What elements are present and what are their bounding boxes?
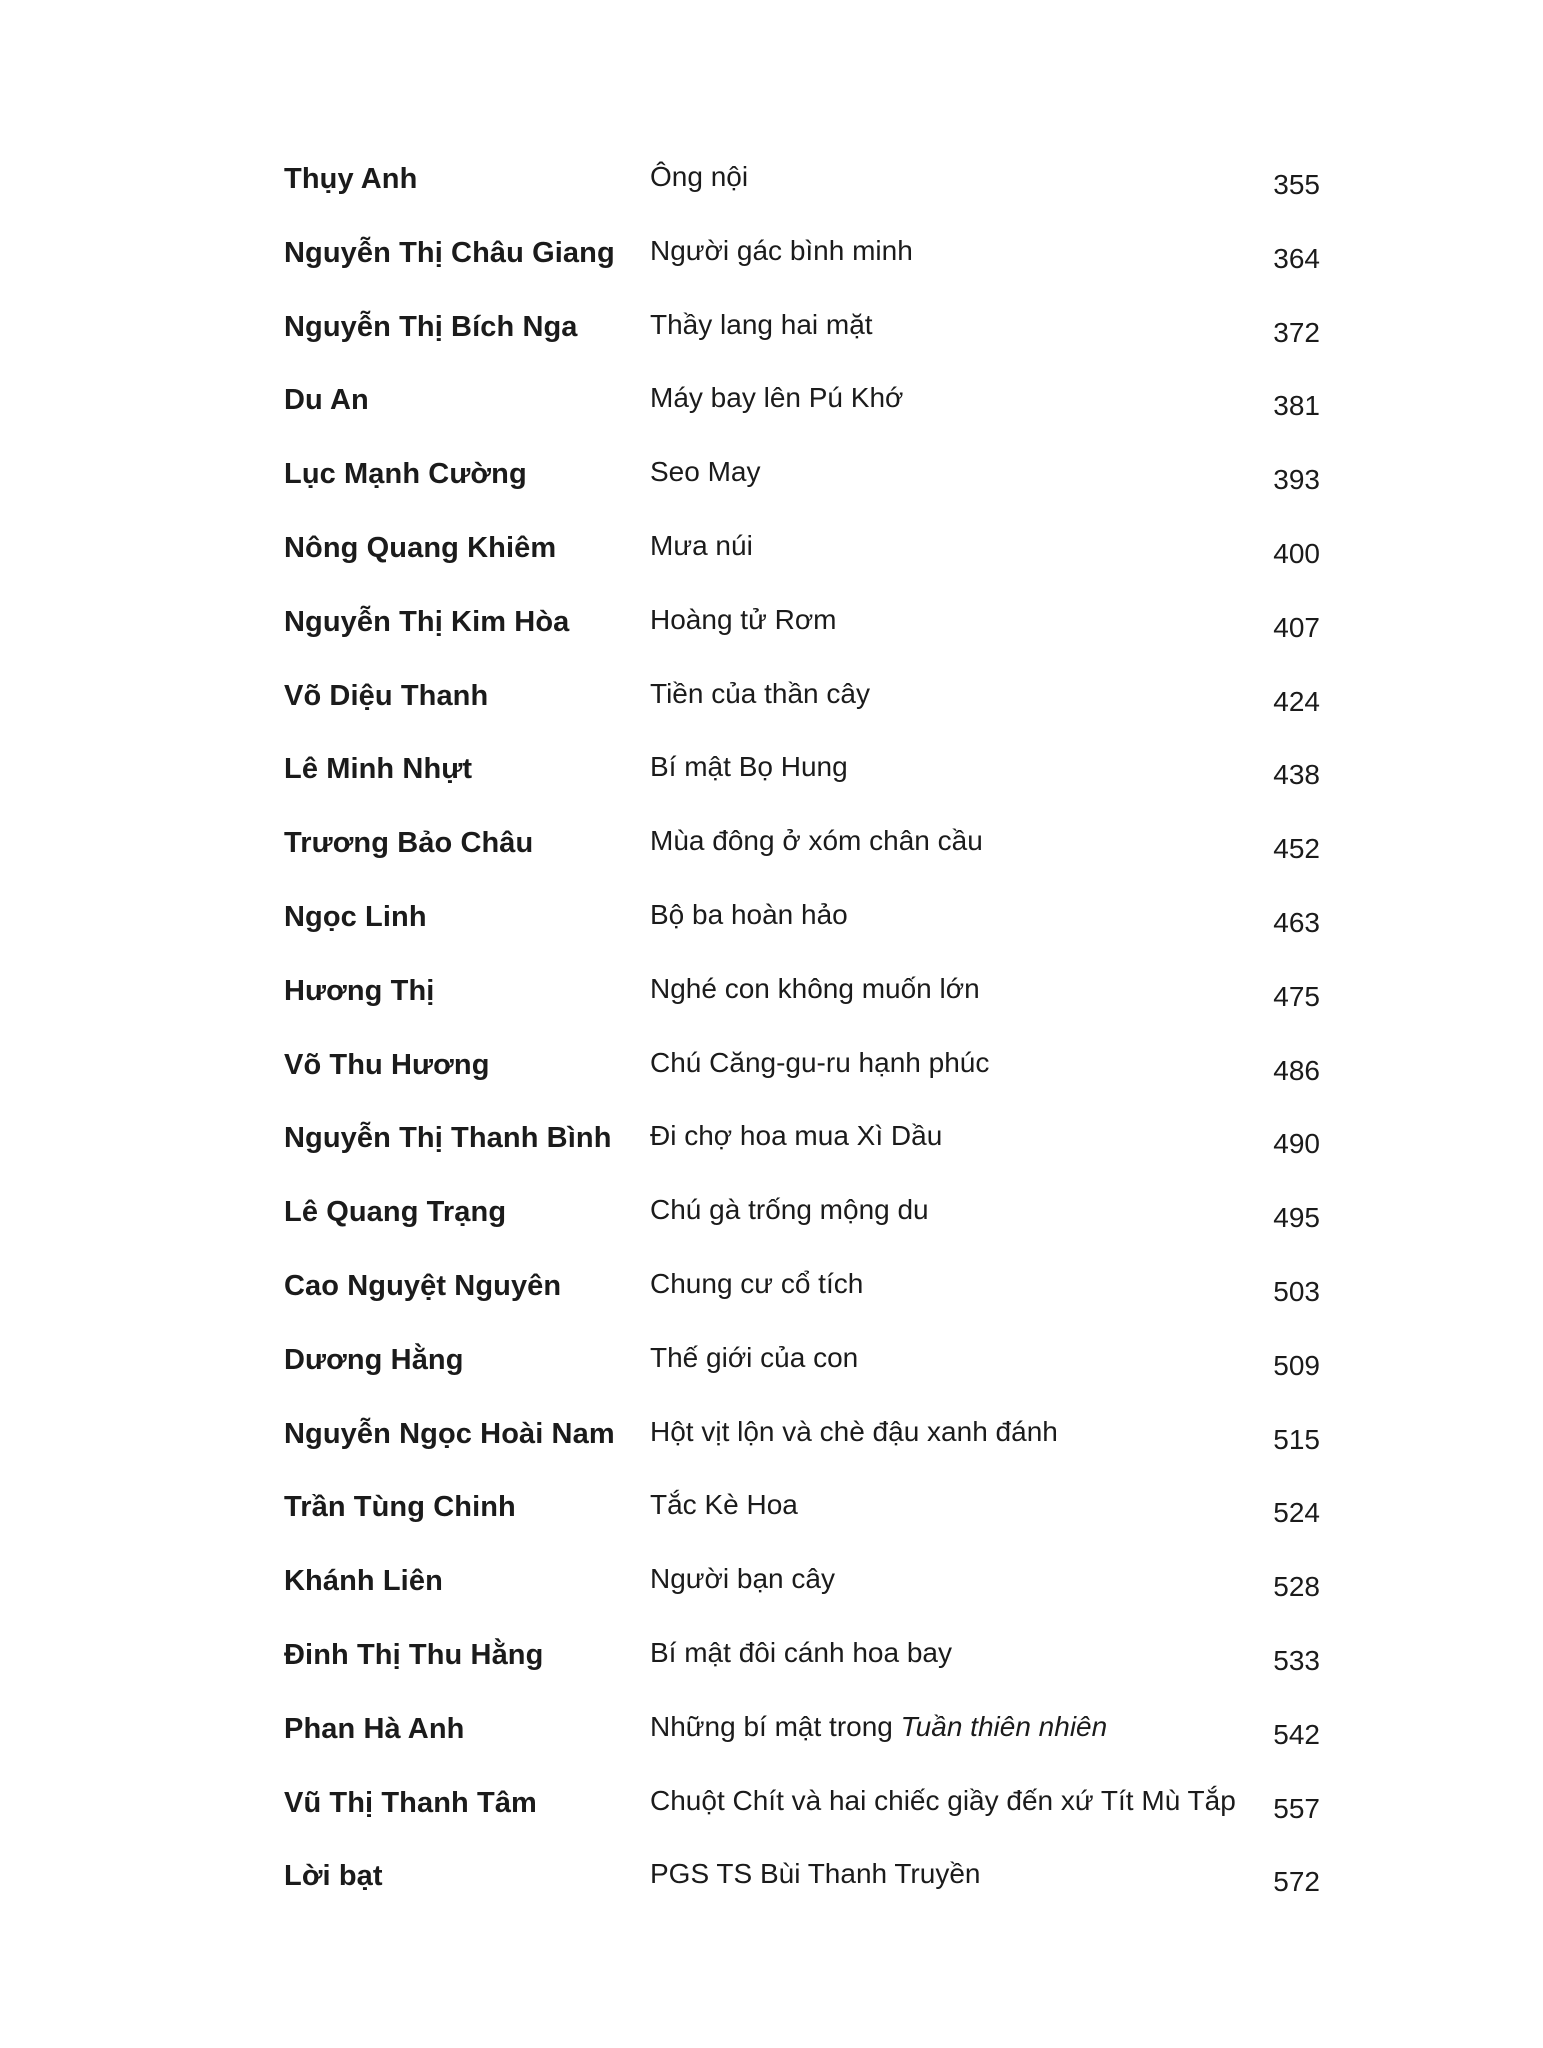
- toc-author: Hương Thị: [284, 974, 435, 1007]
- toc-title: Thế giới của con: [650, 1341, 859, 1373]
- toc-entry: [280, 1262, 1340, 1336]
- toc-page-number: 355: [1273, 169, 1320, 200]
- toc-title: Người gác bình minh: [650, 234, 913, 266]
- toc-entry: [280, 745, 1340, 819]
- toc-entry: [280, 967, 1340, 1041]
- toc-entry: [280, 1852, 1340, 1926]
- toc-page-number: 557: [1273, 1792, 1320, 1824]
- toc-author: Đinh Thị Thu Hằng: [284, 1638, 544, 1671]
- toc-title: Chung cư cổ tích: [650, 1267, 864, 1299]
- toc-page-number: 533: [1273, 1644, 1320, 1676]
- toc-page-number: 452: [1273, 833, 1320, 865]
- toc-author: Khánh Liên: [284, 1565, 443, 1598]
- toc-page-number: 572: [1273, 1866, 1320, 1898]
- toc-entry: [280, 1557, 1340, 1631]
- toc-entry: [280, 1114, 1340, 1188]
- toc-title: Những bí mật trong Tuần thiên nhiên: [650, 1710, 1108, 1742]
- toc-entry: [280, 1779, 1340, 1853]
- toc-entry: [280, 1631, 1340, 1705]
- toc-page-number: 490: [1273, 1128, 1320, 1160]
- toc-author: Cao Nguyệt Nguyên: [284, 1269, 562, 1302]
- toc-entry: [280, 893, 1340, 967]
- toc-author: Lê Minh Nhựt: [284, 753, 473, 786]
- toc-entry: [280, 524, 1340, 598]
- toc-page-number: 364: [1273, 242, 1320, 274]
- toc-entry: [280, 303, 1340, 377]
- toc-author: Nông Quang Khiêm: [284, 531, 557, 564]
- toc-title: Chú Căng-gu-ru hạnh phúc: [650, 1046, 990, 1078]
- table-of-contents: [280, 155, 1340, 1926]
- toc-entry: [280, 672, 1340, 746]
- toc-page-number: 463: [1273, 906, 1320, 938]
- toc-entry: [280, 598, 1340, 672]
- toc-title: Người bạn cây: [650, 1563, 835, 1595]
- toc-title: Chú gà trống mộng du: [650, 1194, 929, 1226]
- toc-page-number: 407: [1273, 611, 1320, 643]
- toc-title: Thầy lang hai mặt: [650, 308, 873, 340]
- toc-entry: [280, 376, 1340, 450]
- toc-title: Seo May: [650, 456, 761, 488]
- toc-author: Nguyễn Thị Bích Nga: [284, 310, 578, 343]
- toc-page-number: 475: [1273, 980, 1320, 1012]
- toc-author: Ngọc Linh: [284, 900, 427, 933]
- toc-page-number: 486: [1273, 1054, 1320, 1086]
- toc-entry: [280, 450, 1340, 524]
- toc-author: Lê Quang Trạng: [284, 1196, 507, 1229]
- toc-author: Trương Bảo Châu: [284, 827, 534, 860]
- toc-title: Chuột Chít và hai chiếc giầy đến xứ Tít Mù Tắp: [650, 1784, 1236, 1816]
- toc-entry: [280, 1188, 1340, 1262]
- toc-entry: [280, 1410, 1340, 1484]
- toc-author: Lục Mạnh Cường: [284, 458, 527, 491]
- toc-page-number: 424: [1273, 685, 1320, 717]
- toc-page-number: 381: [1273, 390, 1320, 422]
- toc-title: Ông nội: [650, 161, 749, 192]
- toc-page-number: 542: [1273, 1718, 1320, 1750]
- toc-entry: [280, 1041, 1340, 1115]
- toc-title: Máy bay lên Pú Khớ: [650, 382, 904, 414]
- toc-title: PGS TS Bùi Thanh Truyền: [650, 1858, 981, 1890]
- toc-author: Nguyễn Thị Châu Giang: [284, 236, 615, 269]
- toc-page-number: 515: [1273, 1423, 1320, 1455]
- toc-entry: [280, 229, 1340, 303]
- toc-page-number: 400: [1273, 537, 1320, 569]
- toc-author: Lời bạt: [284, 1860, 383, 1893]
- toc-page-number: 438: [1273, 759, 1320, 791]
- toc-author: Phan Hà Anh: [284, 1712, 465, 1745]
- toc-page-number: 528: [1273, 1571, 1320, 1603]
- toc-title: Tiền của thần cây: [650, 677, 870, 709]
- toc-author: Nguyễn Ngọc Hoài Nam: [284, 1417, 615, 1450]
- toc-author: Võ Diệu Thanh: [284, 679, 489, 712]
- toc-author: Thụy Anh: [284, 163, 418, 195]
- toc-author: Dương Hằng: [284, 1343, 464, 1376]
- toc-title: Nghé con không muốn lớn: [650, 972, 980, 1004]
- toc-author: Võ Thu Hương: [284, 1048, 490, 1081]
- toc-author: Du An: [284, 384, 369, 417]
- toc-author: Nguyễn Thị Kim Hòa: [284, 605, 570, 638]
- toc-page-number: 495: [1273, 1202, 1320, 1234]
- toc-page-number: 503: [1273, 1275, 1320, 1307]
- toc-author: Nguyễn Thị Thanh Bình: [284, 1122, 612, 1155]
- toc-author: Vũ Thị Thanh Tâm: [284, 1786, 537, 1819]
- toc-title: Hột vịt lộn và chè đậu xanh đánh: [650, 1415, 1058, 1447]
- toc-title: Hoàng tử Rơm: [650, 603, 837, 635]
- toc-author: Trần Tùng Chinh: [284, 1491, 516, 1524]
- toc-title: Bí mật đôi cánh hoa bay: [650, 1636, 952, 1668]
- toc-page-number: 524: [1273, 1497, 1320, 1529]
- toc-entry: [280, 1483, 1340, 1557]
- toc-page-number: 509: [1273, 1349, 1320, 1381]
- toc-title: Đi chợ hoa mua Xì Dầu: [650, 1120, 943, 1152]
- toc-entry: [280, 1705, 1340, 1779]
- toc-title: Mưa núi: [650, 529, 753, 561]
- toc-title: Bộ ba hoàn hảo: [650, 898, 848, 930]
- toc-page-number: 372: [1273, 316, 1320, 348]
- toc-page-number: 393: [1273, 464, 1320, 496]
- toc-entry: [280, 819, 1340, 893]
- toc-title: Tắc Kè Hoa: [650, 1489, 798, 1521]
- toc-title: Mùa đông ở xóm chân cầu: [650, 825, 983, 857]
- toc-entry: [280, 1336, 1340, 1410]
- toc-title: Bí mật Bọ Hung: [650, 751, 848, 783]
- toc-entry: [280, 155, 1340, 229]
